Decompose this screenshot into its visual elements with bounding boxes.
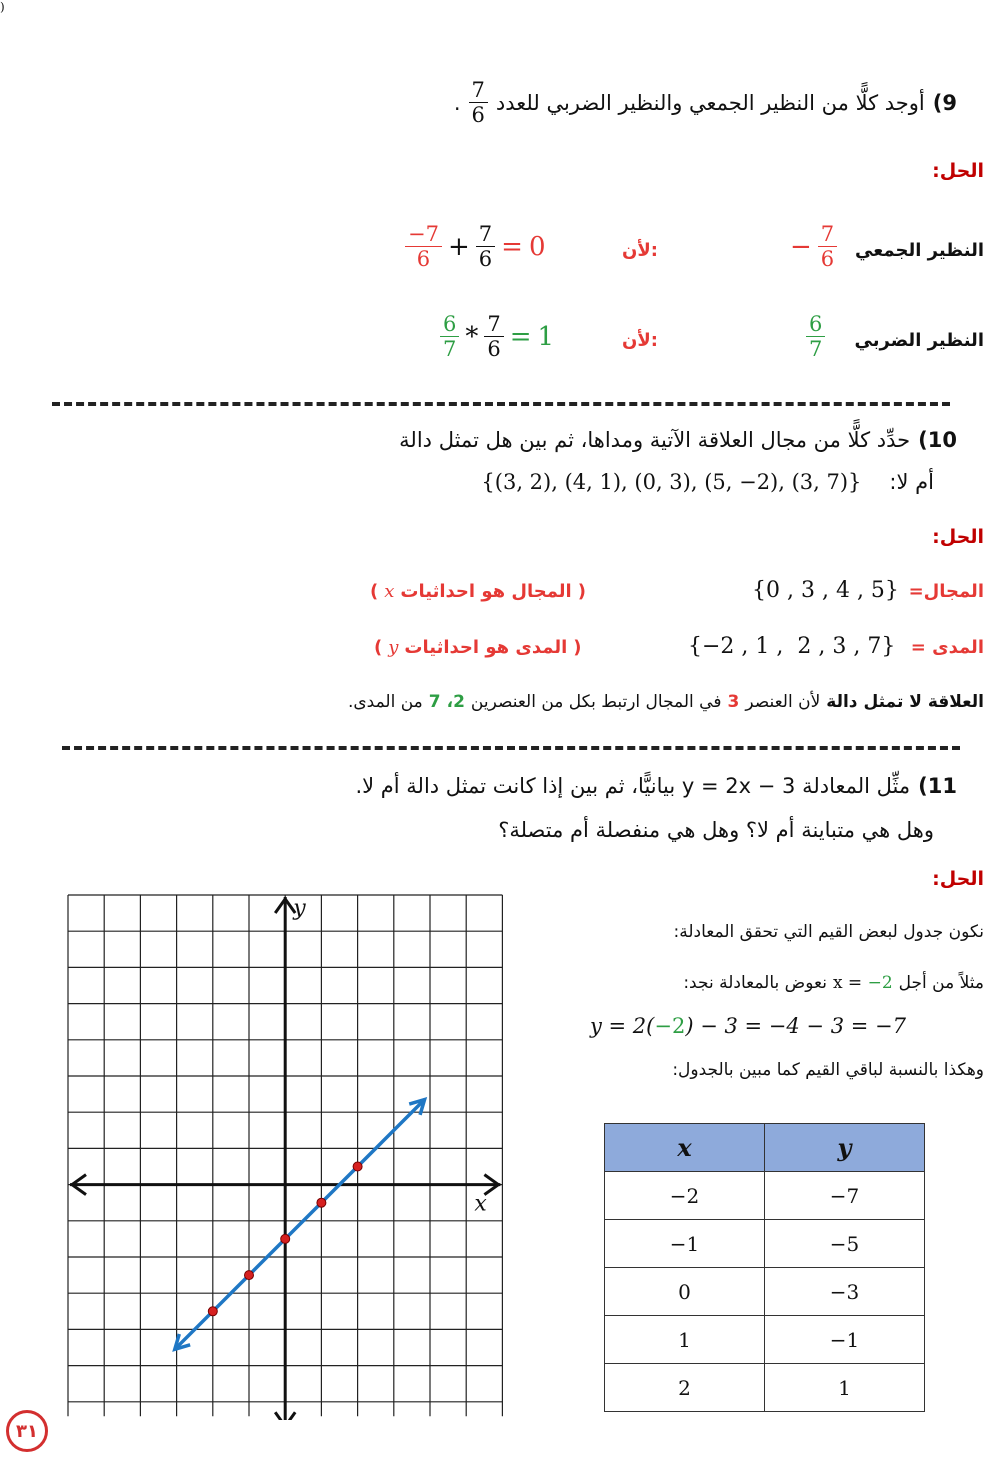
solution-label: الحل: [932,526,984,548]
data-point [353,1162,362,1171]
domain-set: {0 , 3 , 4 , 5} [752,578,899,603]
additive-value: − $\frac{7}{6}$ [790,222,837,271]
question-10-line2: أم لا: {(3, 2), (4, 1), (0, 3), (5, −2), (3, 7)} [481,470,934,494]
page-number: ٣١ [6,1410,48,1452]
table-row: −1 −5 [605,1220,925,1268]
table-row: 1 −1 [605,1316,925,1364]
axes [70,896,500,1420]
solution-line-1: نكون جدول لبعض القيم التي تحقق المعادلة: [673,922,984,942]
question-11-line2: وهل هي متباينة أم لا؟ وهل هي منفصلة أم متصلة؟ [498,818,934,842]
question-11 [355,774,957,798]
line-graph [60,890,504,1420]
table-row: 2 1 [605,1364,925,1412]
multiplicative-value: $\frac{6}{7}$ [806,312,825,361]
values-table [604,1123,925,1412]
additive-label: النظير الجمعي [855,240,984,261]
data-point [281,1234,290,1243]
question-text: أوجد كلًّا من النظير الجمعي والنظير الضربي للعدد [495,90,925,115]
solution-label: الحل: [932,160,984,182]
table-row: −2 −7 [605,1172,925,1220]
domain-label: المجال= [908,581,984,602]
question-number: 11) [918,774,957,798]
domain-note: ( x المجال هو احداثيات ) [370,581,586,602]
additive-equation: $\frac{-7}{6}$ + $\frac{7}{6}$ = 0 [405,222,545,271]
solution-line-3: وهكذا بالنسبة لباقي القيم كما مبين بالجدول: [672,1060,984,1080]
separator [62,746,960,750]
question-number: 10) [918,428,957,452]
data-point [208,1307,217,1316]
because-label-2: لأن: [622,330,658,351]
table-row: 0 −3 [605,1268,925,1316]
table-header-x: x [605,1124,765,1172]
corner-mark: ) [0,0,5,14]
multiplicative-equation: $\frac{6}{7}$ * $\frac{7}{6}$ = 1 [440,312,554,361]
x-axis-label: x [474,1191,487,1217]
question-text: مثِّل المعادلة y = 2x − 3 بيانيًّا، ثم بين إذا كانت تمثل دالة أم لا. [355,774,911,798]
question-text: حدِّد كلًّا من مجال العلاقة الآتية ومداها، ثم بين هل تمثل دالة [399,428,911,452]
fraction: $\frac{7}{6}$ [469,78,488,127]
separator [52,402,950,406]
range-note: ( y المدى هو احداثيات ) [374,637,582,658]
multiplicative-label: النظير الضربي [854,330,984,351]
question-9: 9) أوجد كلًّا من النظير الجمعي والنظير الضربي للعدد $\frac{7}{6}$ . [453,78,957,128]
relation-set: {(3, 2), (4, 1), (0, 3), (5, −2), (3, 7)} [481,470,862,494]
y-axis-label: y [293,896,306,921]
table-header-y: y [765,1124,925,1172]
calculation: y = 2(−2) − 3 = −4 − 3 = −7 [590,1014,906,1038]
range-label: المدى = [910,637,984,658]
data-point [317,1198,326,1207]
solution-label: الحل: [932,868,984,890]
data-point [245,1271,254,1280]
solution-line-2: مثلاً من أجل x = −2 نعوض بالمعادلة نجد: [683,973,984,993]
range-set: {−2 , 1 , 2 , 3 , 7} [688,634,896,659]
question-10 [399,428,957,452]
question-number: 9) [932,90,957,115]
because-label: لأن: [622,240,658,261]
conclusion: العلاقة لا تمثل دالة لأن العنصر 3 في المجال ارتبط بكل من العنصرين 2، 7 من المدى. [347,692,984,712]
